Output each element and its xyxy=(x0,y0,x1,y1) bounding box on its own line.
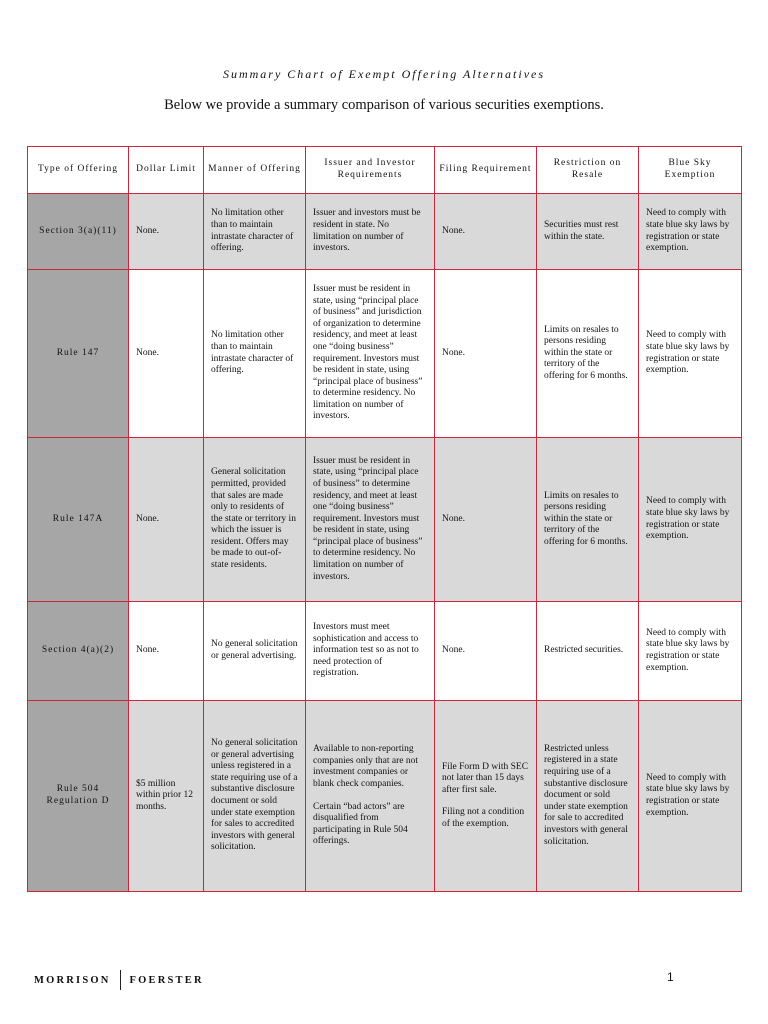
header-filing-requirement: Filing Requirement xyxy=(435,147,537,194)
row-type-line: Regulation D xyxy=(46,796,110,806)
table-row xyxy=(28,194,742,270)
page-number: 1 xyxy=(667,970,674,984)
cell-manner: General solicitation permitted, provided that sales are made only to residents of the state or territory in which the issuer is resident. Offers may be made to out-of-state residents. xyxy=(204,438,306,602)
cell-manner: No limitation other than to maintain intrastate character of offering. xyxy=(204,270,306,438)
cell-filing xyxy=(435,701,537,892)
row-type-rule-147a: Rule 147A xyxy=(28,438,129,602)
cell-dollar-limit: None. xyxy=(129,602,204,701)
cell-blue-sky: Need to comply with state blue sky laws by registration or state exemption. xyxy=(639,194,742,270)
logo-divider xyxy=(120,970,121,990)
header-dollar-limit: Dollar Limit xyxy=(129,147,204,194)
row-type-rule-504 xyxy=(28,701,129,892)
cell-resale: Limits on resales to persons residing within the state or territory of the offering for 6 months. xyxy=(537,438,639,602)
cell-paragraph: File Form D with SEC not later than 15 days after first sale. xyxy=(442,761,529,795)
firm-logo xyxy=(34,970,204,990)
table-row xyxy=(28,701,742,892)
cell-manner: No general solicitation or general advertising. xyxy=(204,602,306,701)
cell-resale: Restricted unless registered in a state requiring use of a substantive disclosure document or sold under state exemption for sale to accredited investors with general solicitation. xyxy=(537,701,639,892)
cell-dollar-limit: None. xyxy=(129,270,204,438)
cell-dollar-limit: None. xyxy=(129,438,204,602)
header-restriction-on-resale: Restriction on Resale xyxy=(537,147,639,194)
row-type-section-4a2: Section 4(a)(2) xyxy=(28,602,129,701)
cell-paragraph: Available to non-reporting companies only that are not investment companies or blank check companies. xyxy=(313,744,418,789)
logo-text-right: FOERSTER xyxy=(129,974,204,986)
cell-manner: No limitation other than to maintain intrastate character of offering. xyxy=(204,194,306,270)
row-type-section-3a11: Section 3(a)(11) xyxy=(28,194,129,270)
cell-paragraph: Certain “bad actors” are disqualified from participating in Rule 504 offerings. xyxy=(313,801,408,847)
cell-blue-sky: Need to comply with state blue sky laws by registration or state exemption. xyxy=(639,701,742,892)
table-row xyxy=(28,602,742,701)
cell-filing: None. xyxy=(435,602,537,701)
cell-dollar-limit: $5 million within prior 12 months. xyxy=(129,701,204,892)
cell-issuer: Investors must meet sophistication and access to information test so as not to need protection of registration. xyxy=(306,602,435,701)
cell-dollar-limit: None. xyxy=(129,194,204,270)
cell-issuer: Issuer must be resident in state, using “principal place of business” to determine residency, and meet at least one “doing business” requirement. Investors must be resident in state, using “principal place of business” to determine residency. No limitation on number of investors. xyxy=(306,438,435,602)
row-type-line: Rule 504 xyxy=(56,784,100,795)
document-subtitle: Below we provide a summary comparison of various securities exemptions. xyxy=(164,97,604,113)
exemptions-table xyxy=(27,146,742,892)
table-header-row xyxy=(28,147,742,194)
cell-resale: Securities must rest within the state. xyxy=(537,194,639,270)
cell-issuer: Issuer and investors must be resident in state. No limitation on number of investors. xyxy=(306,194,435,270)
header-blue-sky-exemption: Blue Sky Exemption xyxy=(639,147,742,194)
cell-paragraph: Filing not a condition of the exemption. xyxy=(442,807,525,829)
header-type-of-offering: Type of Offering xyxy=(28,147,129,194)
header-issuer-investor-requirements: Issuer and Investor Requirements xyxy=(306,147,435,194)
header-manner-of-offering: Manner of Offering xyxy=(204,147,306,194)
cell-filing: None. xyxy=(435,438,537,602)
cell-resale: Restricted securities. xyxy=(537,602,639,701)
table-row xyxy=(28,270,742,438)
logo-text-left: MORRISON xyxy=(34,974,111,986)
document-title: Summary Chart of Exempt Offering Alternatives xyxy=(222,67,546,81)
cell-issuer: Issuer must be resident in state, using “principal place of business” and jurisdiction of organization to determine residency, and meet at least one “doing business” requirement. Investors must be resident in state, using “principal place of business” to determine residency. No limitation on number of investors. xyxy=(306,270,435,438)
table-row xyxy=(28,438,742,602)
cell-blue-sky: Need to comply with state blue sky laws by registration or state exemption. xyxy=(639,602,742,701)
cell-resale: Limits on resales to persons residing within the state or territory of the offering for 6 months. xyxy=(537,270,639,438)
cell-filing: None. xyxy=(435,194,537,270)
cell-manner: No general solicitation or general advertising unless registered in a state requiring use of a substantive disclosure document or sold under state exemption for sales to accredited investors with general solicitation. xyxy=(204,701,306,892)
cell-issuer xyxy=(306,701,435,892)
cell-blue-sky: Need to comply with state blue sky laws by registration or state exemption. xyxy=(639,438,742,602)
row-type-rule-147: Rule 147 xyxy=(28,270,129,438)
cell-blue-sky: Need to comply with state blue sky laws by registration or state exemption. xyxy=(639,270,742,438)
cell-filing: None. xyxy=(435,270,537,438)
